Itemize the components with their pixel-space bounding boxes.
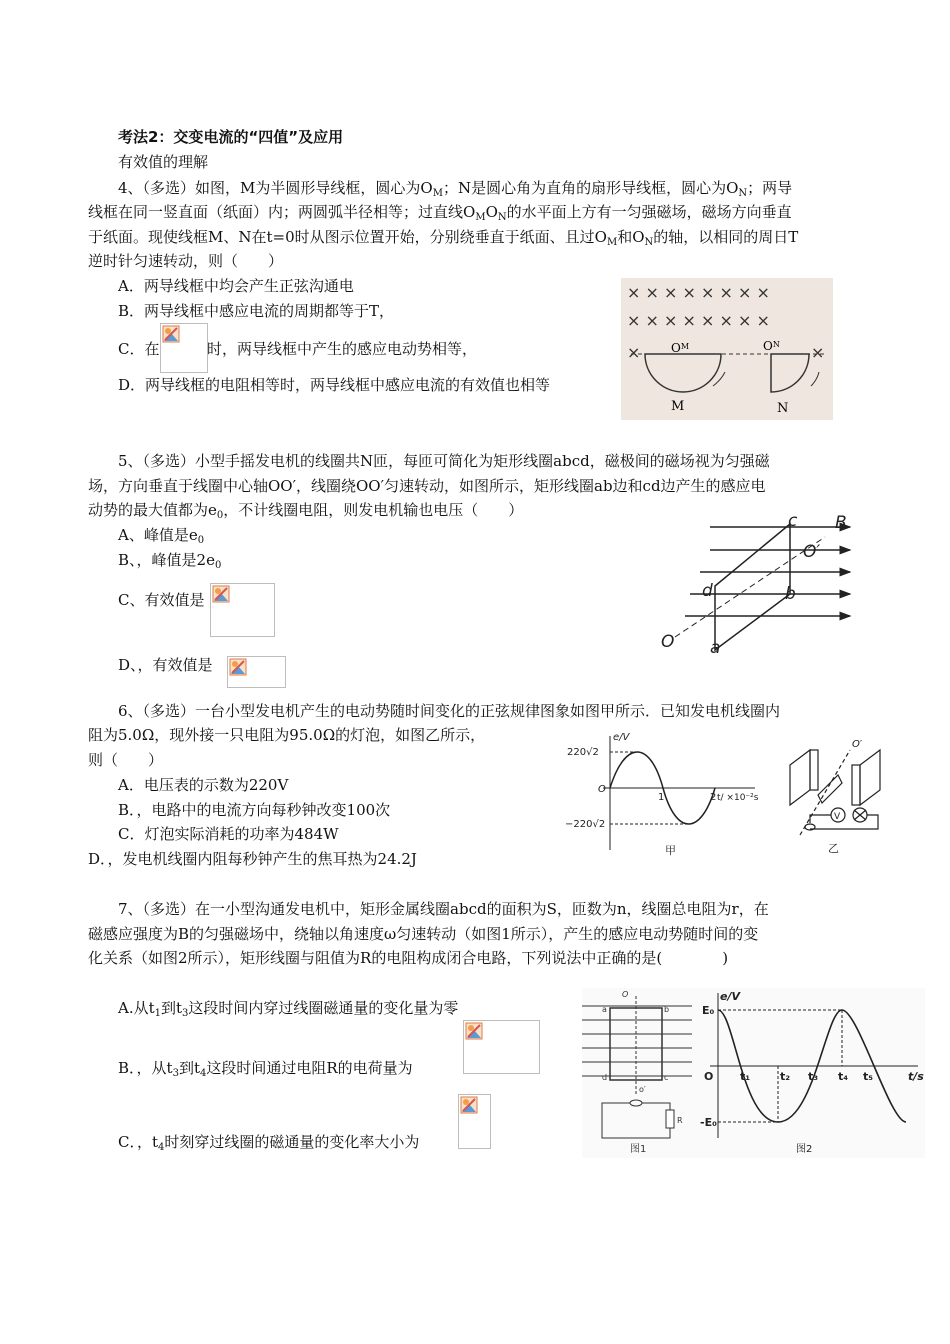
tick-2: 2 (710, 792, 717, 803)
broken-image-icon (160, 323, 208, 373)
y-axis-label: e/V (613, 732, 630, 743)
label-b: b (785, 584, 796, 604)
q7-line1: 7、（多选）在一小型沟通发电机中，矩形金属线圈abcd的面积为S，匝数为n，线圈总电阻为r，在 (118, 900, 769, 918)
q6-line3: 则（ ） (88, 751, 164, 769)
svg-text:×: × (811, 343, 825, 362)
q5-option-d: D、，有效值是 (118, 656, 213, 674)
q6-option-b: B．，电路中的电流方向每秒钟改变100次 (118, 801, 391, 819)
q4-line1: 4、（多选）如图，M为半圆形导线框，圆心为$O_M$；N是圆心角为直角的扇形导线框，圆心为$O_N$；两导 (118, 179, 793, 199)
q5-line3: 动势的最大值都为$e_0$，不计线圈电阻，则发电机输也电压（ ） (88, 501, 524, 521)
q6-line1: 6、（多选）一台小型发电机产生的电动势随时间变化的正弦规律图象如图甲所示．已知发电机线圈内 (118, 702, 781, 720)
tick-t4: t₄ (838, 1070, 849, 1083)
broken-image-icon (210, 583, 275, 637)
tick-1: 1 (658, 792, 665, 803)
broken-image-icon (463, 1020, 540, 1074)
q4-option-d: D．两导线框的电阻相等时，两导线框中感应电流的有效值也相等 (118, 376, 551, 394)
svg-text:× × × × × × × ×: × × × × × × × × (627, 283, 770, 302)
tick-t2: t₂ (780, 1070, 791, 1083)
label-n: N (777, 401, 789, 416)
q7-option-a: A.从$t_1$到$t_3$这段时间内穿过线圈磁通量的变化量为零 (118, 999, 459, 1019)
q6-figure-jia-sine-graph (565, 730, 765, 865)
voltmeter-label: V (834, 812, 841, 822)
q7-option-b: B．，从$t_3$到$t_4$这段时间通过电阻R的电荷量为 (118, 1059, 413, 1079)
broken-image-icon (227, 656, 286, 688)
q7-figure1-coil-circuit (582, 988, 700, 1158)
q5-option-a: A、峰值是$e_0$ (118, 526, 205, 546)
tick-t3: t₃ (808, 1070, 819, 1083)
q4-line2: 线框在同一竖直面（纸面）内；两圆弧半径相等；过直线$O_MO_N$的水平面上方有一匀强磁场，磁场方向垂直 (88, 203, 792, 223)
y-min-label: −220√2 (565, 819, 606, 830)
q6-option-a: A．电压表的示数为220V (118, 776, 289, 794)
q4-option-b: B．两导线框中感应电流的周期都等于T， (118, 302, 395, 320)
magnet-right (860, 750, 880, 805)
q6-figure-yi-generator (780, 735, 890, 855)
q7-figure2-emf-graph (700, 988, 925, 1158)
svg-text:×: × (627, 343, 641, 362)
y-axis-label: e/V (720, 990, 740, 1003)
section-title: 考法2：交变电流的“四值”及应用 (118, 128, 344, 146)
label-o-prime: O′ (803, 542, 821, 562)
label-a: a (602, 1005, 607, 1014)
resistor-r (666, 1110, 674, 1128)
q7-line2: 磁感应强度为B的匀强磁场中，绕轴以角速度ω匀速转动（如图1所示），产生的感应电动势随时间的变 (88, 925, 759, 943)
label-o-prime: O′ (852, 739, 863, 750)
figure-yi-caption: 乙 (828, 842, 839, 855)
neg-e0-label: -E₀ (700, 1116, 717, 1129)
q7-line3: 化关系（如图2所示），矩形线圈与阻值为R的电阻构成闭合电路，下列说法中正确的是( ) (88, 949, 729, 967)
label-c: c (664, 1073, 669, 1082)
label-omega: O (622, 990, 629, 999)
q4-option-c-post: 时，两导线框中产生的感应电动势相等， (207, 340, 478, 358)
q5-line2: 场，方向垂直于线圈中心轴OO′，线圈绕OO′匀速转动，如图所示，矩形线圈ab边和cd边产生的感应电 (88, 477, 766, 495)
label-a: a (710, 638, 721, 657)
figure2-caption: 图2 (796, 1144, 813, 1155)
figure-jia-caption: 甲 (665, 844, 676, 857)
label-o-prime: o′ (639, 1085, 646, 1094)
field-lines (685, 527, 850, 616)
label-b: b (664, 1005, 670, 1014)
q4-option-c-pre: C．在 (118, 340, 160, 358)
q7-option-c: C．，$t_4$时刻穿过线圈的磁通量的变化率大小为 (118, 1133, 420, 1153)
q6-option-d: D．，发电机线圈内阻每秒钟产生的焦耳热为24.2J (88, 850, 417, 868)
q4-option-a: A．两导线框中均会产生正弦沟通电 (118, 277, 354, 295)
e0-label: E₀ (702, 1004, 715, 1017)
label-om: $O^M$ (671, 341, 690, 355)
label-on: $O^N$ (763, 339, 780, 353)
magnet-left (790, 750, 810, 805)
origin-label: O (704, 1070, 714, 1083)
q6-option-c: C．灯泡实际消耗的功率为484W (118, 825, 339, 843)
y-max-label: 220√2 (567, 747, 599, 758)
q5-line1: 5、（多选）小型手摇发电机的线圈共N匝，每匝可简化为矩形线圈abcd，磁极间的磁场视为匀强磁 (118, 452, 770, 470)
x-axis-label: t/ ×10⁻²s (717, 793, 759, 803)
tick-t5: t₅ (863, 1070, 874, 1083)
origin-label: O (598, 784, 606, 795)
svg-text:× × × × × × × ×: × × × × × × × × (627, 311, 770, 330)
label-b-field: B (835, 513, 847, 533)
subtitle: 有效值的理解 (118, 153, 209, 171)
label-r: R (677, 1116, 683, 1125)
x-axis-label: t/s (908, 1070, 924, 1083)
q4-figure-magnetic-field (621, 278, 833, 420)
q5-option-c: C、有效值是 (118, 591, 205, 609)
rectangular-coil (715, 524, 790, 650)
q4-line4: 逆时针匀速转动，则（ ） (88, 252, 284, 270)
tick-t1: t₁ (740, 1070, 751, 1083)
label-d: d (602, 1073, 608, 1082)
broken-image-icon (458, 1094, 491, 1149)
q4-line3: 于纸面。现使线框M、N在t=0时从图示位置开始，分别绕垂直于纸面、且过$O_M$和$O_N$的轴，以相同的周日T (88, 228, 799, 248)
q6-line2: 阻为5.0Ω，现外接一只电阻为95.0Ω的灯泡，如图乙所示， (88, 726, 486, 744)
label-o: O (661, 632, 675, 652)
figure1-caption: 图1 (630, 1144, 647, 1155)
q5-figure-generator-coil (655, 512, 860, 657)
label-c: c (788, 512, 798, 531)
label-d: d (702, 581, 713, 601)
label-m: M (671, 399, 685, 414)
q5-option-b: B、，峰值是$2e_0$ (118, 551, 222, 571)
